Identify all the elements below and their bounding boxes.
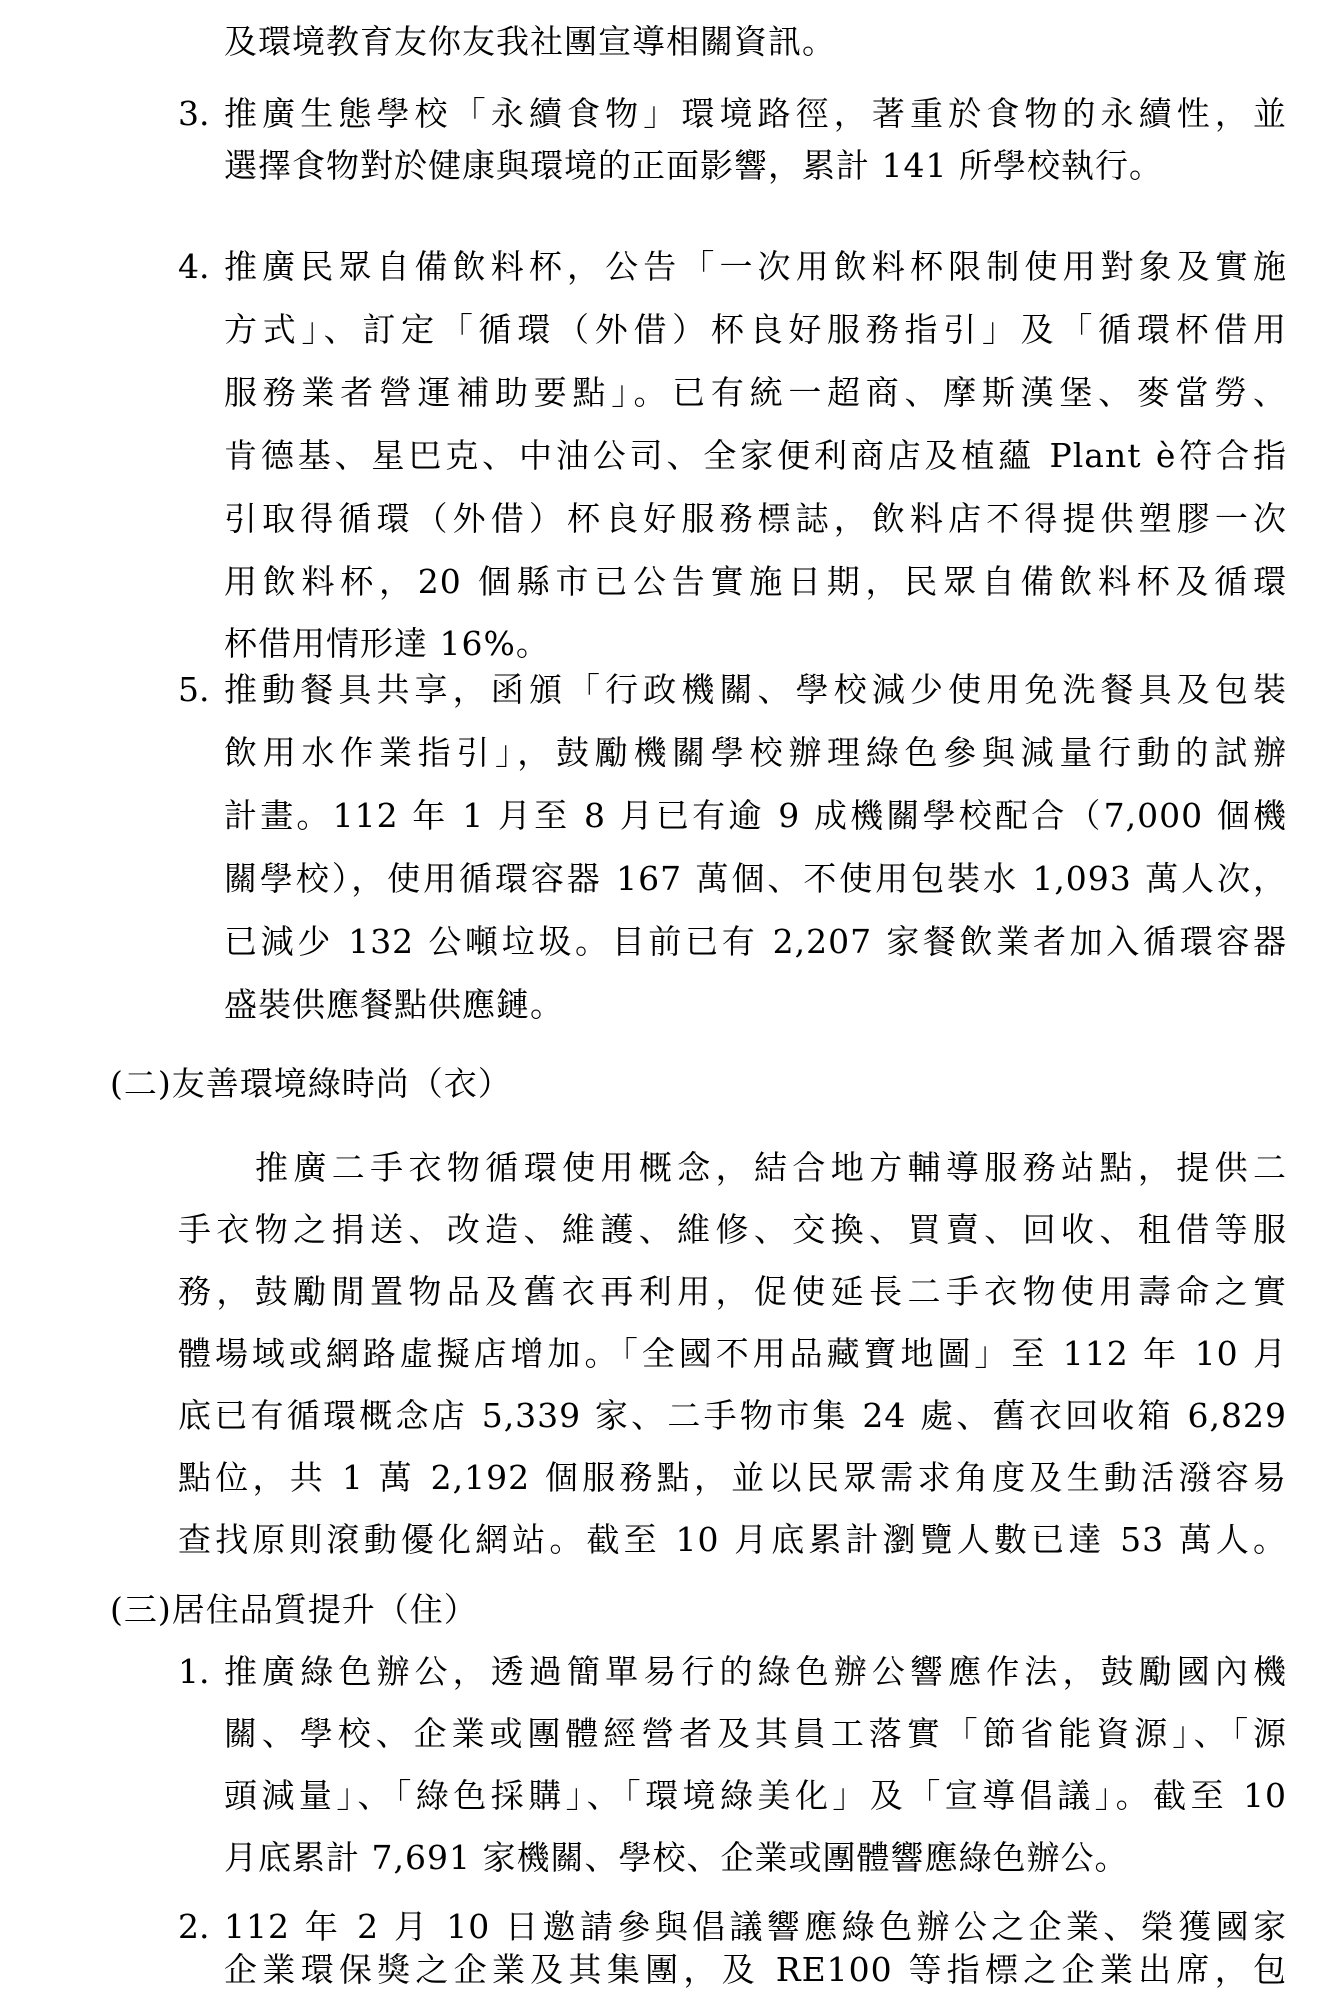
paragraph-line: 推廣綠色辦公，透過簡單易行的綠色辦公響應作法，鼓勵國內機 (224, 1652, 1287, 1691)
paragraph-line: 底已有循環概念店 5,339 家、二手物市集 24 處、舊衣回收箱 6,829 (178, 1396, 1287, 1435)
paragraph-line: 月底累計 7,691 家機關、學校、企業或團體響應綠色辦公。 (224, 1838, 1129, 1877)
paragraph-line: 推廣民眾自備飲料杯，公告「一次用飲料杯限制使用對象及實施 (224, 247, 1287, 286)
paragraph-line: 推廣生態學校「永續食物」環境路徑，著重於食物的永續性，並 (224, 94, 1287, 133)
paragraph-line: 推廣二手衣物循環使用概念，結合地方輔導服務站點，提供二 (255, 1148, 1287, 1187)
paragraph-line: 方式」、訂定「循環（外借）杯良好服務指引」及「循環杯借用 (224, 310, 1287, 349)
paragraph-line: 體場域或網路虛擬店增加。「全國不用品藏寶地圖」至 112 年 10 月 (178, 1334, 1287, 1373)
intro-line: 及環境教育友你友我社團宣導相關資訊。 (224, 22, 836, 61)
list-item-number: 1. (178, 1652, 210, 1691)
paragraph-line: 務，鼓勵閒置物品及舊衣再利用，促使延長二手衣物使用壽命之實 (178, 1272, 1287, 1311)
paragraph-line: 服務業者營運補助要點」。已有統一超商、摩斯漢堡、麥當勞、 (224, 373, 1287, 412)
paragraph-line: 點位，共 1 萬 2,192 個服務點，並以民眾需求角度及生動活潑容易 (178, 1458, 1287, 1497)
list-item-number: 3. (178, 94, 210, 133)
list-item-number: 2. (178, 1907, 210, 1946)
list-item-number: 5. (178, 670, 210, 709)
paragraph-line: 推動餐具共享，函頒「行政機關、學校減少使用免洗餐具及包裝 (224, 670, 1287, 709)
section-heading: (三)居住品質提升（住） (110, 1590, 478, 1629)
paragraph-line: 手衣物之捐送、改造、維護、維修、交換、買賣、回收、租借等服 (178, 1210, 1287, 1249)
paragraph-line: 112 年 2 月 10 日邀請參與倡議響應綠色辦公之企業、榮獲國家 (224, 1907, 1287, 1946)
paragraph-line: 已減少 132 公噸垃圾。目前已有 2,207 家餐飲業者加入循環容器 (224, 922, 1287, 961)
paragraph-line: 頭減量」、「綠色採購」、「環境綠美化」及「宣導倡議」。截至 10 (224, 1776, 1287, 1815)
section-heading: (二)友善環境綠時尚（衣） (110, 1064, 512, 1103)
paragraph-line: 飲用水作業指引」，鼓勵機關學校辦理綠色參與減量行動的試辦 (224, 733, 1287, 772)
paragraph-line: 盛裝供應餐點供應鏈。 (224, 985, 564, 1024)
paragraph-line: 查找原則滾動優化網站。截至 10 月底累計瀏覽人數已達 53 萬人。 (178, 1520, 1287, 1559)
list-item-number: 4. (178, 247, 210, 286)
paragraph-line: 用飲料杯，20 個縣市已公告實施日期，民眾自備飲料杯及循環 (224, 562, 1287, 601)
paragraph-line: 計畫。112 年 1 月至 8 月已有逾 9 成機關學校配合（7,000 個機 (224, 796, 1287, 835)
paragraph-line: 關學校），使用循環容器 167 萬個、不使用包裝水 1,093 萬人次， (224, 859, 1287, 898)
paragraph-line: 引取得循環（外借）杯良好服務標誌，飲料店不得提供塑膠一次 (224, 499, 1287, 538)
paragraph-line: 關、學校、企業或團體經營者及其員工落實「節省能資源」、「源 (224, 1714, 1287, 1753)
paragraph-line: 選擇食物對於健康與環境的正面影響，累計 141 所學校執行。 (224, 146, 1163, 185)
paragraph-line: 企業環保獎之企業及其集團，及 RE100 等指標之企業出席，包 (224, 1950, 1287, 1989)
paragraph-line: 肯德基、星巴克、中油公司、全家便利商店及植蘊 Plant è符合指 (224, 436, 1287, 475)
paragraph-line: 杯借用情形達 16%。 (224, 624, 550, 663)
